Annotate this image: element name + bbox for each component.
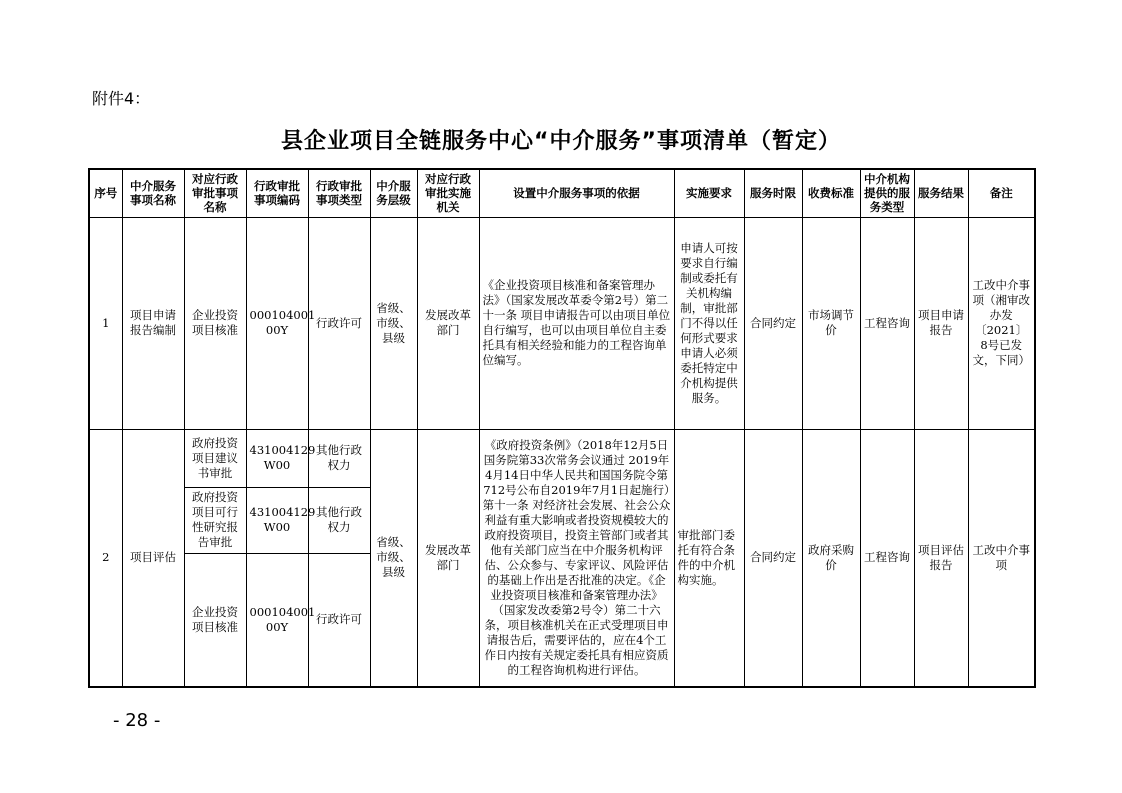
approval-item-code: 000104001 00Y bbox=[246, 217, 308, 429]
fee-standard: 政府采购价 bbox=[802, 429, 860, 687]
service-type: 工程咨询 bbox=[860, 429, 914, 687]
service-item-name: 项目申请报告编制 bbox=[122, 217, 184, 429]
approval-item-name: 政府投资项目建议书审批 bbox=[184, 429, 246, 487]
approval-item-name: 企业投资项目核准 bbox=[184, 553, 246, 687]
header-cell: 中介机构提供的服务类型 bbox=[860, 169, 914, 217]
row-number: 2 bbox=[89, 429, 122, 687]
attachment-label: 附件4： bbox=[92, 89, 151, 108]
table-row bbox=[89, 217, 1035, 429]
service-type: 工程咨询 bbox=[860, 217, 914, 429]
service-time-limit: 合同约定 bbox=[744, 429, 802, 687]
remark: 工改中介事项 bbox=[968, 429, 1035, 687]
service-items-table bbox=[88, 168, 1036, 688]
header-cell: 序号 bbox=[89, 169, 122, 217]
implementation-requirement: 申请人可按要求自行编制或委托有关机构编制，审批部门不得以任何形式要求申请人必须委托特定中介机构提供服务。 bbox=[674, 217, 744, 429]
approval-item-code: 431004129 W00 bbox=[246, 487, 308, 553]
header-cell: 服务结果 bbox=[914, 169, 968, 217]
implementing-authority: 发展改革部门 bbox=[417, 217, 479, 429]
approval-item-type: 行政许可 bbox=[308, 553, 370, 687]
header-cell: 设置中介服务事项的依据 bbox=[479, 169, 674, 217]
fee-standard: 市场调节价 bbox=[802, 217, 860, 429]
implementing-authority: 发展改革部门 bbox=[417, 429, 479, 687]
table-header-row bbox=[89, 169, 1035, 217]
service-result: 项目申请报告 bbox=[914, 217, 968, 429]
header-cell: 实施要求 bbox=[674, 169, 744, 217]
service-time-limit: 合同约定 bbox=[744, 217, 802, 429]
header-cell: 备注 bbox=[968, 169, 1035, 217]
approval-item-type: 其他行政权力 bbox=[308, 487, 370, 553]
header-cell: 收费标准 bbox=[802, 169, 860, 217]
header-cell: 中介服务层级 bbox=[370, 169, 417, 217]
header-cell: 中介服务事项名称 bbox=[122, 169, 184, 217]
remark: 工改中介事项（湘审改办发〔2021〕8号已发文，下同） bbox=[968, 217, 1035, 429]
legal-basis: 《政府投资条例》（2018年12月5日国务院第33次常务会议通过 2019年4月14日中华人民共和国国务院令第712号公布自2019年7月1日起施行）第十一条 对经济社会发展、社会公众利益有重大影响或者投资规模较大的政府投资项目，投资主管部门或者其他有关部门应当在中介服务机构评估、公众参与、专家评议、风险评估的基础上作出是否批准的决定。《企业投资项目核准和备案管理办法》（国家发改委第2号令）第二十六条，项目核准机关在正式受理项目申请报告后，需要评估的，应在4个工作日内按有关规定委托具有相应资质的工程咨询机构进行评估。 bbox=[479, 429, 674, 687]
approval-item-name: 政府投资项目可行性研究报告审批 bbox=[184, 487, 246, 553]
service-item-name: 项目评估 bbox=[122, 429, 184, 687]
row-number: 1 bbox=[89, 217, 122, 429]
approval-item-type: 其他行政权力 bbox=[308, 429, 370, 487]
approval-item-code: 431004129 W00 bbox=[246, 429, 308, 487]
table-row bbox=[89, 429, 1035, 487]
service-level: 省级、市级、县级 bbox=[370, 429, 417, 687]
header-cell: 行政审批事项编码 bbox=[246, 169, 308, 217]
header-cell: 对应行政审批实施机关 bbox=[417, 169, 479, 217]
header-cell: 对应行政审批事项名称 bbox=[184, 169, 246, 217]
service-result: 项目评估报告 bbox=[914, 429, 968, 687]
approval-item-name: 企业投资项目核准 bbox=[184, 217, 246, 429]
page-number: - 28 - bbox=[113, 710, 161, 731]
implementation-requirement: 审批部门委托有符合条件的中介机构实施。 bbox=[674, 429, 744, 687]
approval-item-type: 行政许可 bbox=[308, 217, 370, 429]
legal-basis: 《企业投资项目核准和备案管理办法》（国家发展改革委令第2号）第二十一条 项目申请报告可以由项目单位自行编写，也可以由项目单位自主委托具有相关经验和能力的工程咨询单位编写。 bbox=[479, 217, 674, 429]
header-cell: 行政审批事项类型 bbox=[308, 169, 370, 217]
header-cell: 服务时限 bbox=[744, 169, 802, 217]
approval-item-code: 000104001 00Y bbox=[246, 553, 308, 687]
service-level: 省级、市级、县级 bbox=[370, 217, 417, 429]
page-title: 县企业项目全链服务中心“中介服务”事项清单（暂定） bbox=[281, 129, 841, 154]
